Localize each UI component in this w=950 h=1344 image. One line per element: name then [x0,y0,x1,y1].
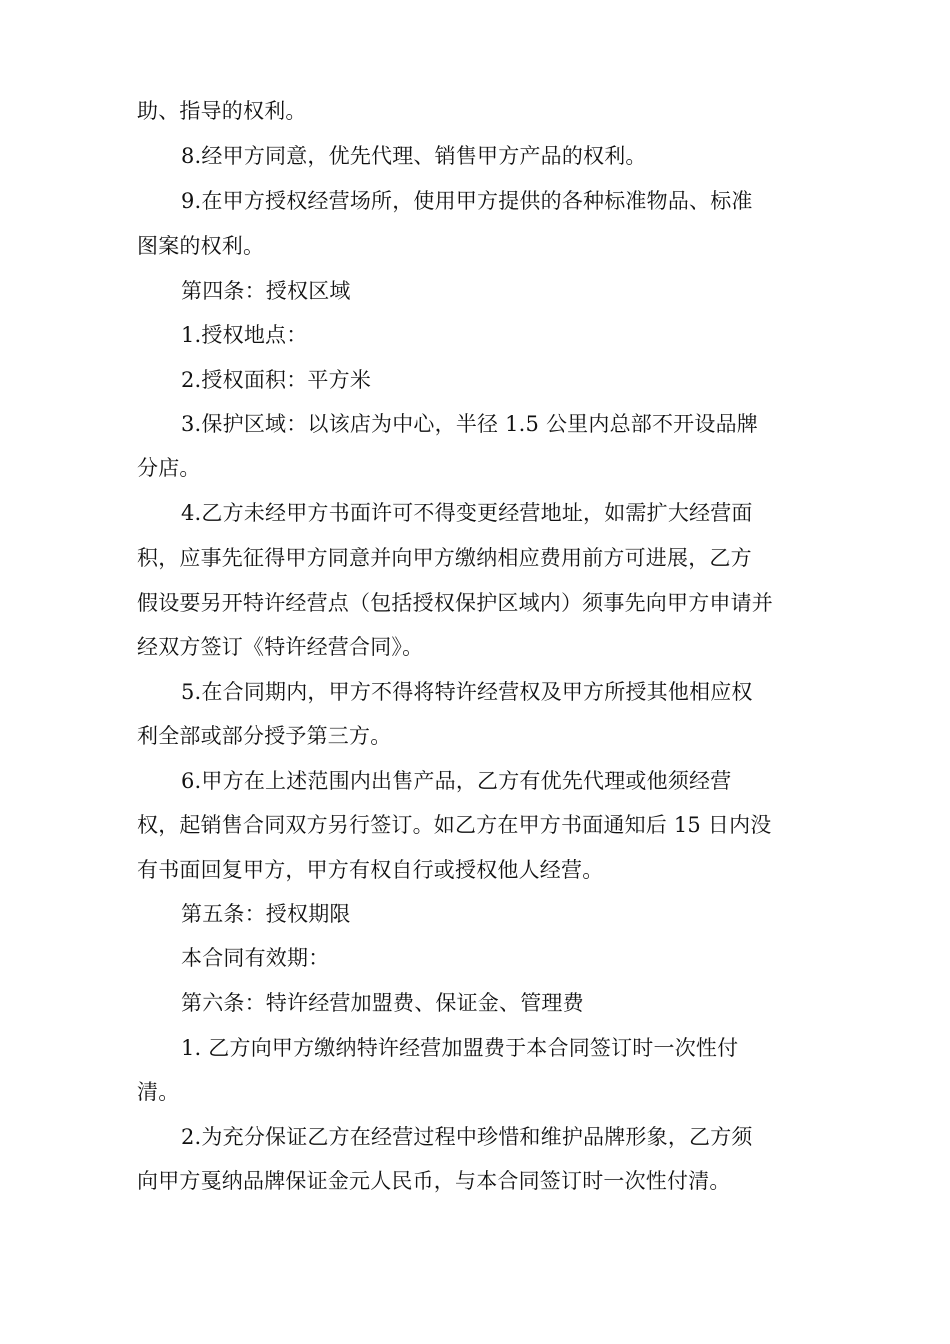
text-line: 向甲方戛纳品牌保证金元人民币，与本合同签订时一次性付清。 [137,1169,731,1193]
text-line: 8.经甲方同意，优先代理、销售甲方产品的权利。 [181,144,647,168]
text-line: 图案的权利。 [137,234,265,258]
text-line: 2.为充分保证乙方在经营过程中珍惜和维护品牌形象，乙方须 [181,1125,753,1149]
text-line: 权，起销售合同双方另行签订。如乙方在甲方书面通知后 15 日内没 [137,813,772,837]
text-line: 1. 乙方向甲方缴纳特许经营加盟费于本合同签订时一次性付 [181,1036,739,1060]
text-line: 第四条：授权区域 [181,279,351,303]
text-line: 第六条：特许经营加盟费、保证金、管理费 [181,991,584,1015]
text-line: 积，应事先征得甲方同意并向甲方缴纳相应费用前方可进展，乙方 [137,546,752,570]
text-line: 第五条：授权期限 [181,902,351,926]
text-line: 5.在合同期内，甲方不得将特许经营权及甲方所授其他相应权 [181,680,753,704]
text-line: 3.保护区域：以该店为中心，半径 1.5 公里内总部不开设品牌 [181,412,758,436]
text-line: 利全部或部分授予第三方。 [137,724,392,748]
text-line: 1.授权地点： [181,323,308,347]
text-line: 有书面回复甲方，甲方有权自行或授权他人经营。 [137,858,604,882]
text-line: 分店。 [137,456,201,480]
text-line: 助、指导的权利。 [137,99,307,123]
text-line: 本合同有效期： [181,946,330,970]
text-line: 2.授权面积：平方米 [181,368,372,392]
text-line: 4.乙方未经甲方书面许可不得变更经营地址，如需扩大经营面 [181,501,753,525]
text-line: 经双方签订《特许经营合同》。 [137,635,424,659]
text-line: 清。 [137,1080,180,1104]
text-line: 9.在甲方授权经营场所，使用甲方提供的各种标准物品、标准 [181,189,753,213]
text-line: 6.甲方在上述范围内出售产品，乙方有优先代理或他须经营 [181,769,732,793]
text-line: 假设要另开特许经营点（包括授权保护区域内）须事先向甲方申请并 [137,591,773,615]
